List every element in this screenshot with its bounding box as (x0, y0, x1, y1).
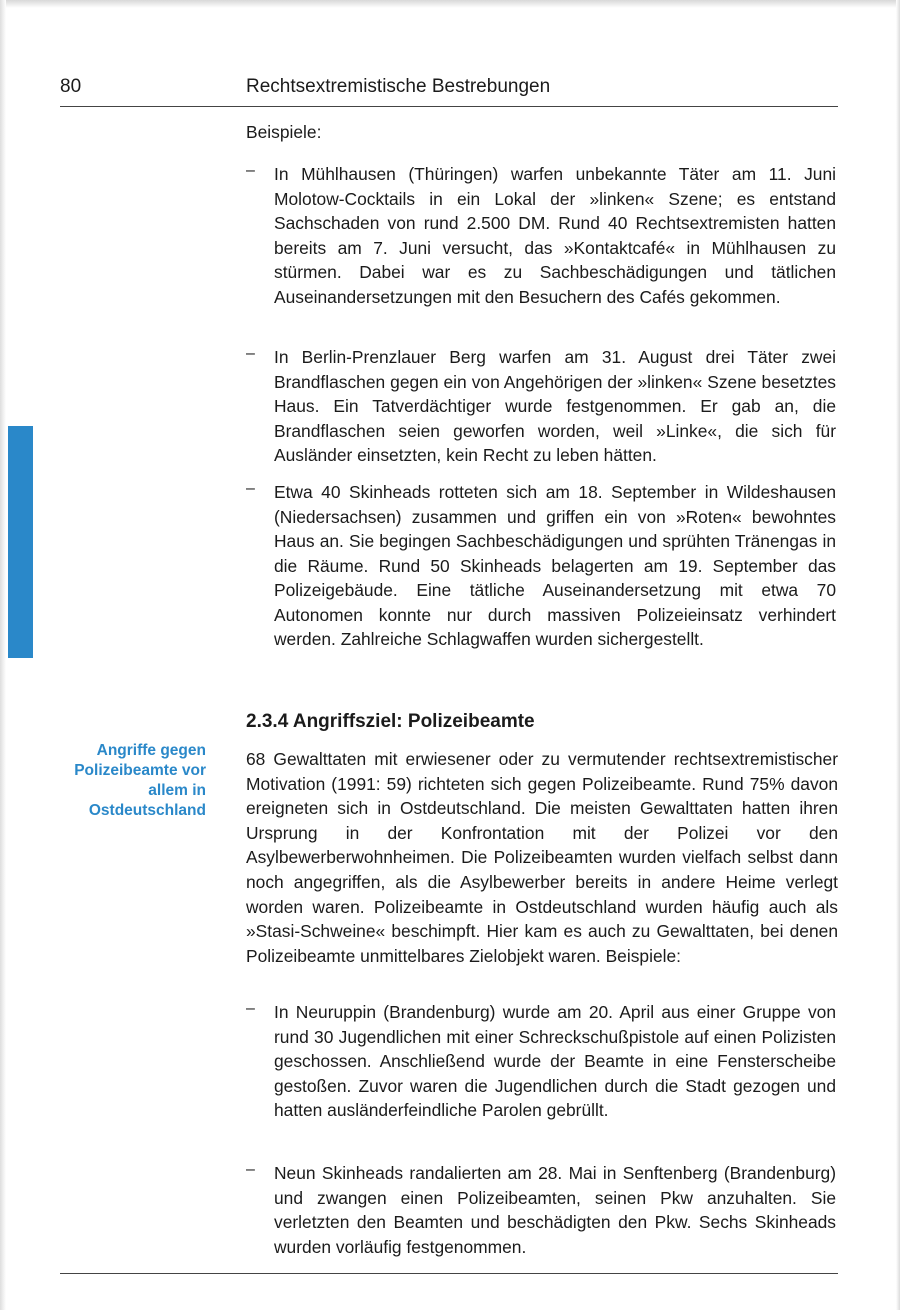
page-number: 80 (60, 76, 82, 97)
header-rule (60, 106, 838, 107)
footer-rule (60, 1273, 838, 1274)
bullet-dash: – (246, 1161, 255, 1178)
bullet-dash: – (246, 1000, 255, 1017)
list-item-text: Neun Skinheads randalierten am 28. Mai in Senftenberg (Brandenburg) und zwangen einen Polizeibeamten, seinen Pkw anzuhalten. Sie verletzten den Beamten und beschädigten den Pkw. Sechs Skinheads wurden vorläufig festgenommen. (274, 1163, 836, 1257)
body-paragraph: 68 Gewalttaten mit erwiesener oder zu vermutender rechtsextremistischer Motivation (1991: 59) richteten sich gegen Polizeibeamte. Rund 75% davon ereigneten sich in Ostdeutschland. Die meisten Gewalttaten hatten ihren Ursprung in der Konfrontation mit der Polizei vor den Asylbewerberwohnheimen. Die Polizeibeamten wurden vielfach selbst dann noch angegriffen, als die Asylbewerber bereits in andere Heime verlegt worden waren. Polizeibeamte in Ostdeutschland wurden häufig auch als »Stasi-Schweine« beschimpft. Hier kam es auch zu Gewalttaten, bei denen Polizeibeamte unmittelbares Zielobjekt waren. Beispiele: (246, 749, 838, 966)
margin-accent-bar (8, 426, 33, 658)
bullet-dash: – (246, 480, 255, 497)
section-title: Angriffsziel: Polizeibeamte (292, 711, 535, 732)
running-title: Rechtsextremistische Bestrebungen (246, 76, 551, 97)
list-item-text: In Berlin-Prenzlauer Berg warfen am 31. August drei Täter zwei Brandflaschen gegen ein von Angehörigen der »linken« Szene besetztes Haus. Ein Tatverdächtiger wurde festgenommen. Er gab an, die Brandflaschen seien geworfen worden, weil »Linke«, die sich für Ausländer einsetzten, kein Recht zu leben hätten. (274, 347, 836, 465)
page-edge (896, 0, 900, 1310)
list-item-text: In Neuruppin (Brandenburg) wurde am 20. April aus einer Gruppe von rund 30 Jugendlichen mit einer Schreckschußpistole auf einen Polizisten geschossen. Anschließend wurde der Beamte in eine Fensterscheibe gestoßen. Zuvor waren die Jugendlichen durch die Stadt gezogen und hatten ausländerfeindliche Parolen gebrüllt. (274, 1002, 836, 1120)
section-heading (246, 711, 535, 733)
margin-note: Angriffe gegen Polizeibeamte vor allem in Ostdeutschland (74, 742, 206, 819)
list-item-text: In Mühlhausen (Thüringen) warfen unbekannte Täter am 11. Juni Molotow-Cocktails in ein Lokal der »linken« Szene; es entstand Sachschaden von rund 2.500 DM. Rund 40 Rechtsextremisten hatten bereits am 7. Juni versucht, das »Kontaktcafé« in Mühlhausen zu stürmen. Dabei war es zu Sachbeschädigungen und tätlichen Auseinandersetzungen mit den Besuchern des Cafés gekommen. (274, 164, 836, 307)
bullet-dash: – (246, 162, 255, 179)
bullet-dash: – (246, 345, 255, 362)
examples-label: Beispiele: (246, 122, 322, 142)
list-item-text: Etwa 40 Skinheads rotteten sich am 18. September in Wildeshausen (Niedersachsen) zusammen und griffen ein von »Roten« bewohntes Haus an. Sie begingen Sachbeschädigungen und sprühten Tränengas in die Räume. Rund 50 Skinheads belagerten am 19. September das Polizeigebäude. Eine tätliche Auseinandersetzung mit etwa 70 Autonomen konnte nur durch massiven Polizeieinsatz verhindert werden. Zahlreiche Schlagwaffen wurden sichergestellt. (274, 482, 836, 649)
page-edge (0, 0, 900, 8)
section-number: 2.3.4 (246, 711, 289, 732)
page-edge (0, 0, 6, 1310)
